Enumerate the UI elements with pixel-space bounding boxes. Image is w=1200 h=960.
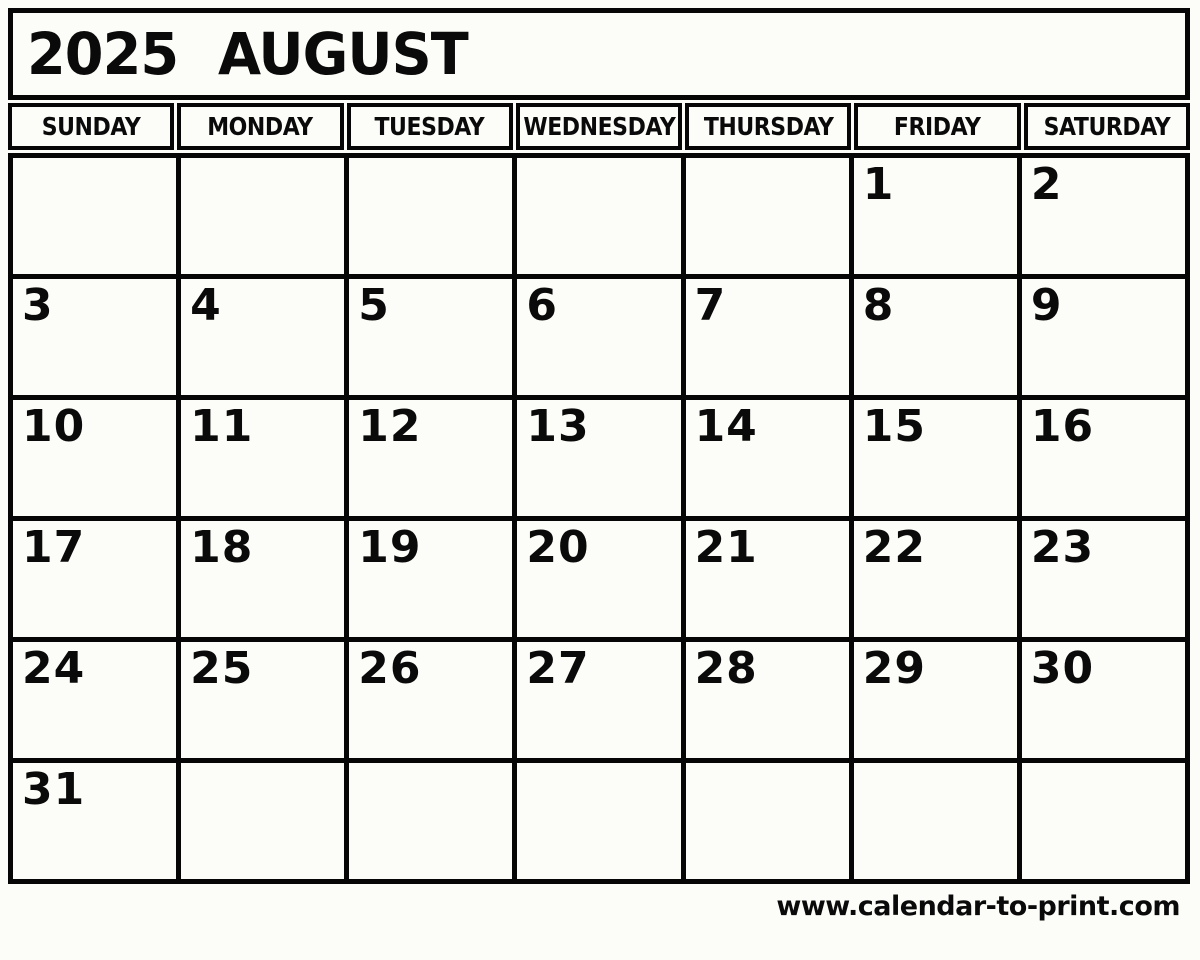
day-cell: 8 [851, 277, 1019, 398]
calendar-week-row [11, 156, 1188, 277]
weekday-label: THURSDAY [703, 112, 834, 141]
weekday-cell-wednesday [516, 103, 682, 150]
weekday-label: WEDNESDAY [522, 112, 675, 141]
day-cell [851, 761, 1019, 882]
day-cell [179, 761, 347, 882]
weekday-cell-thursday [685, 103, 851, 150]
day-cell: 14 [683, 398, 851, 519]
day-cell [683, 761, 851, 882]
day-cell: 13 [515, 398, 683, 519]
day-cell [347, 156, 515, 277]
weekday-cell-monday [177, 103, 343, 150]
calendar-week-row [11, 761, 1188, 882]
day-cell: 2 [1019, 156, 1187, 277]
day-cell: 10 [11, 398, 179, 519]
weekday-label: FRIDAY [894, 112, 981, 141]
weekday-label: SATURDAY [1043, 112, 1171, 141]
day-cell [683, 156, 851, 277]
day-cell [347, 761, 515, 882]
day-cell: 12 [347, 398, 515, 519]
day-cell: 4 [179, 277, 347, 398]
weekday-cell-sunday [8, 103, 174, 150]
day-cell: 29 [851, 640, 1019, 761]
day-cell: 17 [11, 519, 179, 640]
calendar-week-row [11, 277, 1188, 398]
calendar-week-row [11, 640, 1188, 761]
weekday-header-row [8, 103, 1190, 150]
day-cell: 21 [683, 519, 851, 640]
day-cell: 30 [1019, 640, 1187, 761]
day-cell: 25 [179, 640, 347, 761]
day-cell: 6 [515, 277, 683, 398]
day-cell: 28 [683, 640, 851, 761]
calendar-content [8, 8, 1190, 922]
calendar-week-row [11, 398, 1188, 519]
weekday-cell-friday [854, 103, 1020, 150]
day-cell [1019, 761, 1187, 882]
day-cell [515, 761, 683, 882]
weekday-label: TUESDAY [374, 112, 485, 141]
day-cell: 26 [347, 640, 515, 761]
day-cell: 23 [1019, 519, 1187, 640]
website-url: www.calendar-to-print.com [776, 891, 1180, 922]
weekday-cell-tuesday [347, 103, 513, 150]
day-cell: 20 [515, 519, 683, 640]
calendar-week-row [11, 519, 1188, 640]
day-cell: 19 [347, 519, 515, 640]
title-month: AUGUST [218, 20, 469, 88]
weekday-label: SUNDAY [41, 112, 141, 141]
day-cell: 11 [179, 398, 347, 519]
day-cell: 24 [11, 640, 179, 761]
weekday-label: MONDAY [207, 112, 314, 141]
title-year: 2025 [27, 20, 179, 88]
calendar-grid [8, 153, 1190, 884]
footer [8, 884, 1190, 922]
calendar-title [8, 8, 1190, 100]
day-cell: 22 [851, 519, 1019, 640]
day-cell [515, 156, 683, 277]
day-cell: 31 [11, 761, 179, 882]
day-cell: 5 [347, 277, 515, 398]
day-cell: 16 [1019, 398, 1187, 519]
day-cell: 15 [851, 398, 1019, 519]
day-cell: 18 [179, 519, 347, 640]
day-cell: 3 [11, 277, 179, 398]
weekday-cell-saturday [1024, 103, 1190, 150]
day-cell: 27 [515, 640, 683, 761]
day-cell: 7 [683, 277, 851, 398]
day-cell: 1 [851, 156, 1019, 277]
day-cell [11, 156, 179, 277]
day-cell: 9 [1019, 277, 1187, 398]
day-cell [179, 156, 347, 277]
